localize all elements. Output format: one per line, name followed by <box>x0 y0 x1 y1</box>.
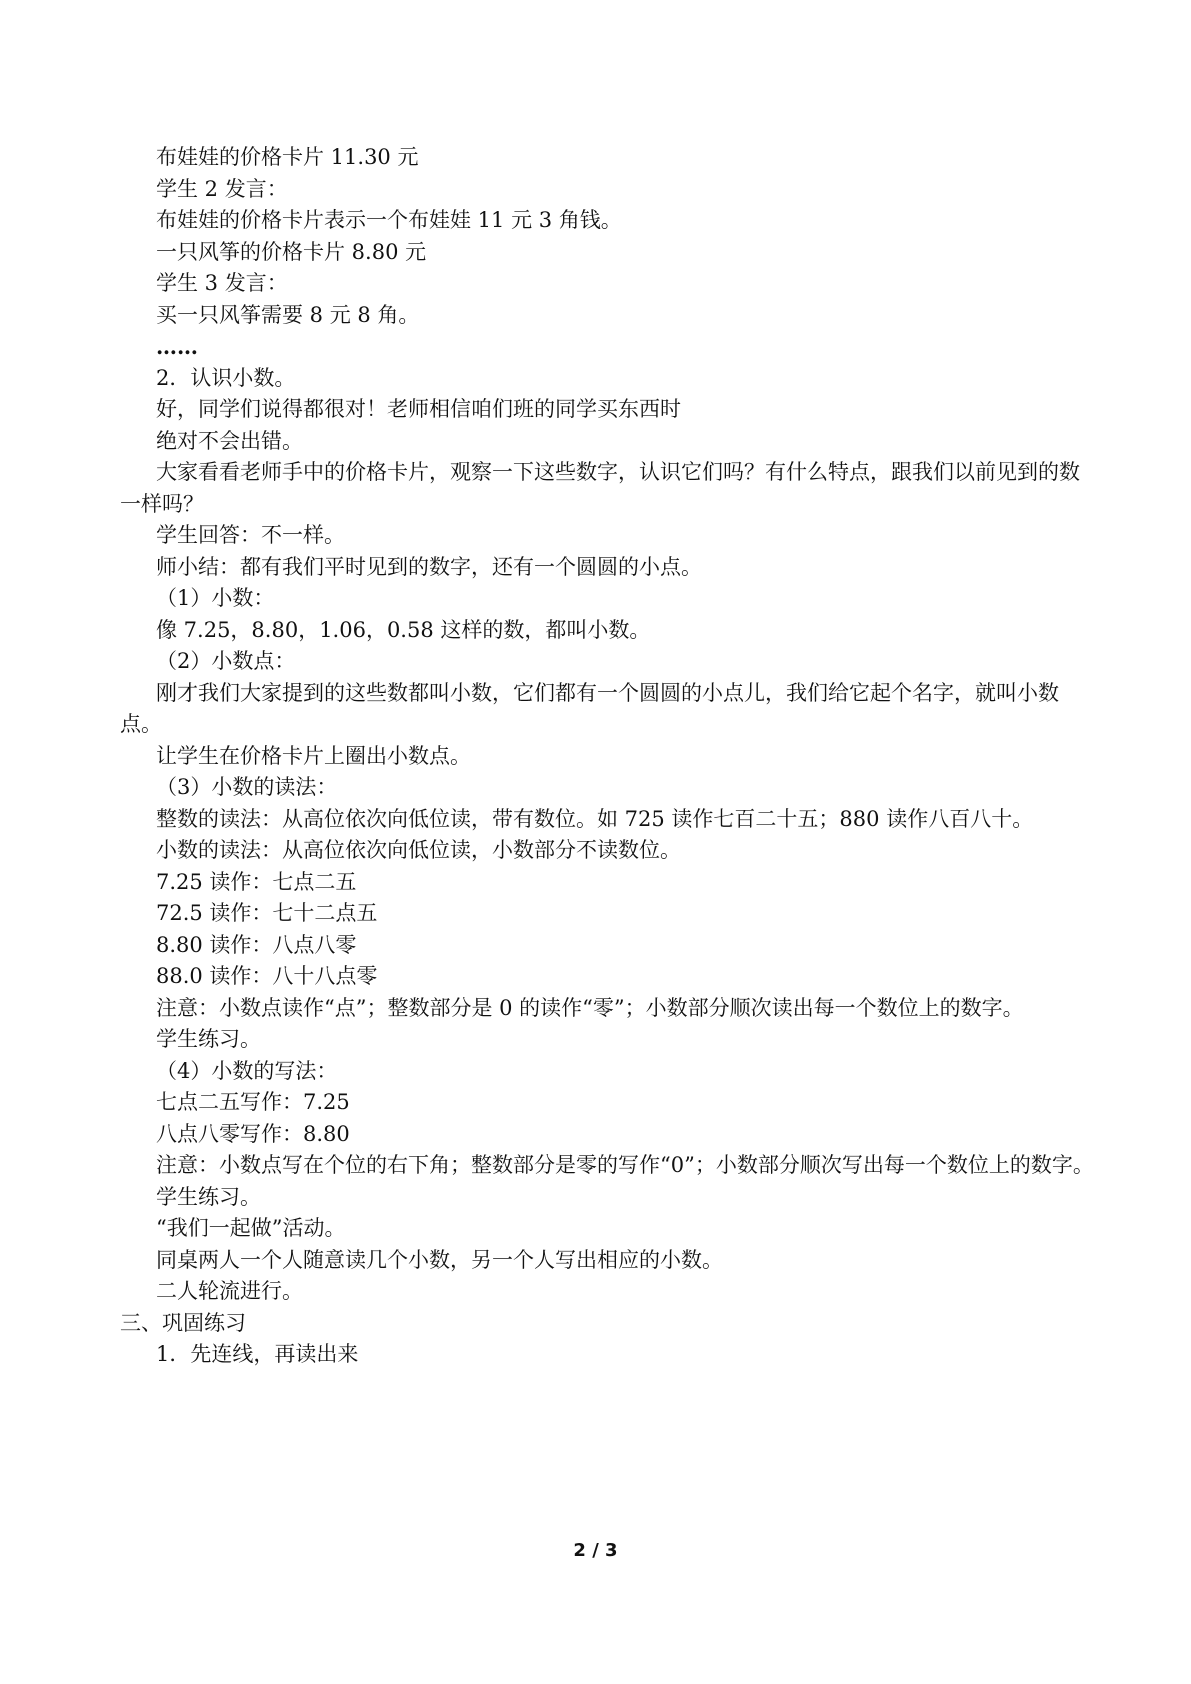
text-line: 布娃娃的价格卡片 11.30 元 <box>156 145 419 169</box>
text-line: 1．先连线，再读出来 <box>156 1342 359 1366</box>
paragraph: 注意：小数点写在个位的右下角；整数部分是零的写作“0”；小数部分顺次写出每一个数位上的数字。 <box>156 1153 1094 1177</box>
text-line: 布娃娃的价格卡片表示一个布娃娃 11 元 3 角钱。 <box>156 208 622 232</box>
text-line: 同桌两人一个人随意读几个小数，另一个人写出相应的小数。 <box>156 1247 723 1272</box>
text-line: 二人轮流进行。 <box>156 1279 303 1303</box>
text-line: （1）小数： <box>156 586 275 610</box>
text-line: 三、巩固练习 <box>120 1310 246 1335</box>
text-line: 买一只风筝需要 8 元 8 角。 <box>156 302 420 327</box>
text-line: 8.80 读作：八点八零 <box>156 932 357 957</box>
text-line: 7.25 读作：七点二五 <box>156 869 357 894</box>
text-line: 师小结：都有我们平时见到的数字，还有一个圆圆的小点。 <box>156 554 702 579</box>
paragraph: 注意：小数点读作“点”；整数部分是 0 的读作“零”；小数部分顺次读出每一个数位上的数字。 <box>156 995 1024 1020</box>
paragraph: 大家看看老师手中的价格卡片，观察一下这些数字，认识它们吗？有什么特点，跟我们以前见到的数一样吗？ <box>120 460 1080 516</box>
text-line: 学生练习。 <box>156 1027 261 1051</box>
text-line: （2）小数点： <box>156 649 296 673</box>
paragraph: 刚才我们大家提到的这些数都叫小数，它们都有一个圆圆的小点儿，我们给它起个名字，就叫小数点。 <box>120 680 1059 736</box>
text-line: 88.0 读作：八十八点零 <box>156 964 378 988</box>
text-line: 让学生在价格卡片上圈出小数点。 <box>156 743 471 768</box>
text-line: 学生 2 发言： <box>156 176 288 201</box>
text-line: （3）小数的读法： <box>156 775 338 799</box>
text-line: 像 7.25，8.80，1.06，0.58 这样的数，都叫小数。 <box>156 617 651 642</box>
paragraph: 整数的读法：从高位依次向低位读，带有数位。如 725 读作七百二十五；880 读作八百八十。 <box>156 806 1034 831</box>
text-line: 72.5 读作：七十二点五 <box>156 901 378 925</box>
text-line: 小数的读法：从高位依次向低位读，小数部分不读数位。 <box>156 838 681 862</box>
text-line: 好，同学们说得都很对！老师相信咱们班的同学买东西时 <box>156 397 681 421</box>
text-line: 一只风筝的价格卡片 8.80 元 <box>156 239 427 264</box>
text-line: 学生回答：不一样。 <box>156 523 345 547</box>
document-body <box>120 142 1100 1371</box>
text-line: 学生 3 发言： <box>156 271 288 295</box>
text-line: “我们一起做”活动。 <box>156 1216 346 1240</box>
text-line: （4）小数的写法： <box>156 1058 338 1083</box>
text-line: …… <box>156 334 198 359</box>
text-line: 七点二五写作：7.25 <box>156 1090 350 1114</box>
text-line: 学生练习。 <box>156 1184 261 1209</box>
page-number: 2 / 3 <box>573 1540 618 1561</box>
text-line: 绝对不会出错。 <box>156 428 303 453</box>
text-line: 八点八零写作：8.80 <box>156 1121 350 1146</box>
text-line: 2．认识小数。 <box>156 365 296 390</box>
